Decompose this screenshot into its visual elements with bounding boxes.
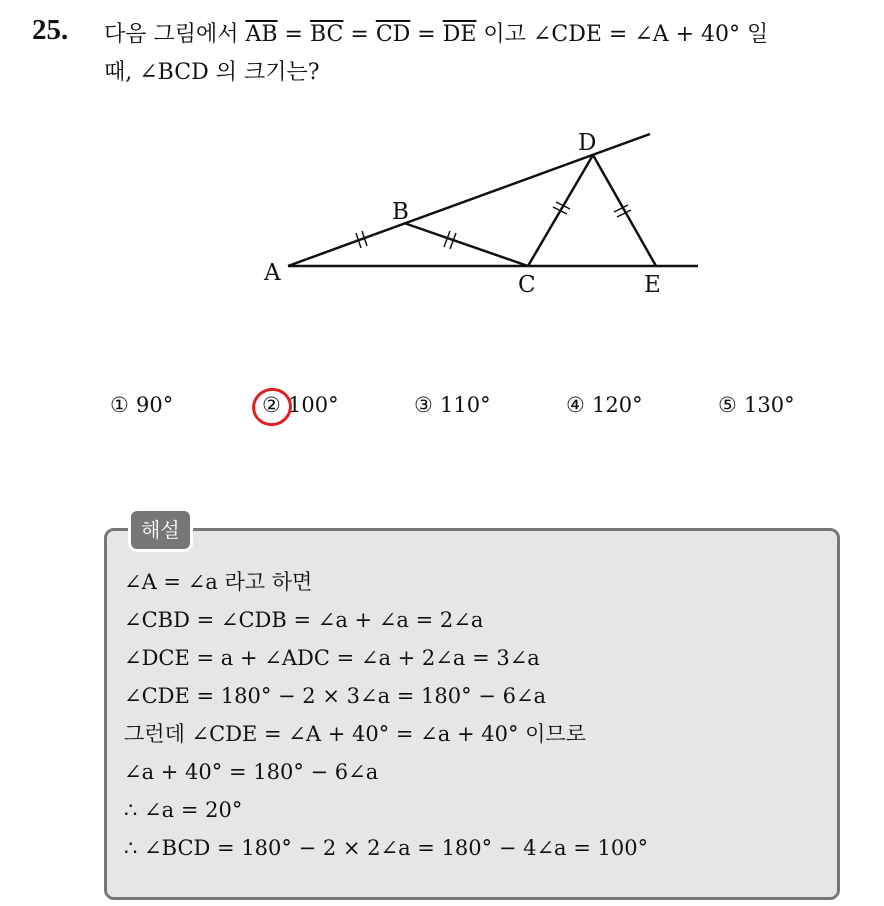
solution-line: ∠CDE = 180° − 2 × 3∠a = 180° − 6∠a [124, 684, 547, 708]
choice-1-mark: ① [110, 393, 129, 417]
solution-line: ∴ ∠a = 20° [124, 798, 243, 822]
segment-ab: $\overline{AB}$ [245, 22, 278, 47]
choice-5-value: 130° [744, 393, 795, 417]
solution-line: ∠a + 40° = 180° − 6∠a [124, 760, 379, 784]
choice-1-value: 90° [136, 393, 174, 417]
question-suffix: 이고 ∠CDE = ∠A + 40° 일 [476, 22, 769, 47]
question-text [104, 16, 874, 92]
label-d: D [578, 130, 597, 156]
solution-line: ∠DCE = a + ∠ADC = ∠a + 2∠a = 3∠a [124, 646, 540, 670]
solution-lines [124, 563, 824, 867]
choice-2-mark: ② [262, 393, 281, 417]
choice-4-mark: ④ [566, 393, 585, 417]
solution-tag: 해설 [128, 508, 193, 552]
equals-sign: = [410, 22, 443, 47]
segment-de-line [593, 155, 656, 266]
segment-bc: $\overline{BC}$ [309, 22, 344, 47]
label-b: B [392, 199, 409, 225]
choice-1[interactable] [110, 393, 173, 417]
choice-5[interactable] [718, 393, 795, 417]
solution-line: ∴ ∠BCD = 180° − 2 × 2∠a = 180° − 4∠a = 100° [124, 836, 649, 860]
label-e: E [644, 272, 661, 298]
question-line-2: 때, ∠BCD 의 크기는? [104, 60, 320, 85]
choice-2-value: 100° [288, 393, 339, 417]
choice-5-mark: ⑤ [718, 393, 737, 417]
question-number: 25. [32, 14, 69, 46]
equals-sign: = [343, 22, 376, 47]
choice-3-mark: ③ [414, 393, 433, 417]
geometry-figure [250, 118, 710, 318]
answer-choices [0, 393, 884, 425]
choice-4-value: 120° [592, 393, 643, 417]
segment-bc-line [404, 223, 528, 266]
choice-3[interactable] [414, 393, 491, 417]
solution-line: ∠CBD = ∠CDB = ∠a + ∠a = 2∠a [124, 608, 484, 632]
solution-line: ∠A = ∠a 라고 하면 [124, 570, 313, 594]
label-a: A [264, 260, 281, 286]
segment-cd: $\overline{CD}$ [375, 22, 411, 47]
question-line-1 [104, 16, 874, 54]
equals-sign: = [277, 22, 310, 47]
solution-line: 그런데 ∠CDE = ∠A + 40° = ∠a + 40° 이므로 [124, 722, 587, 746]
label-c: C [518, 272, 536, 298]
question-prefix: 다음 그림에서 [104, 22, 246, 47]
choice-4[interactable] [566, 393, 643, 417]
segment-de: $\overline{DE}$ [442, 22, 477, 47]
choice-3-value: 110° [440, 393, 491, 417]
